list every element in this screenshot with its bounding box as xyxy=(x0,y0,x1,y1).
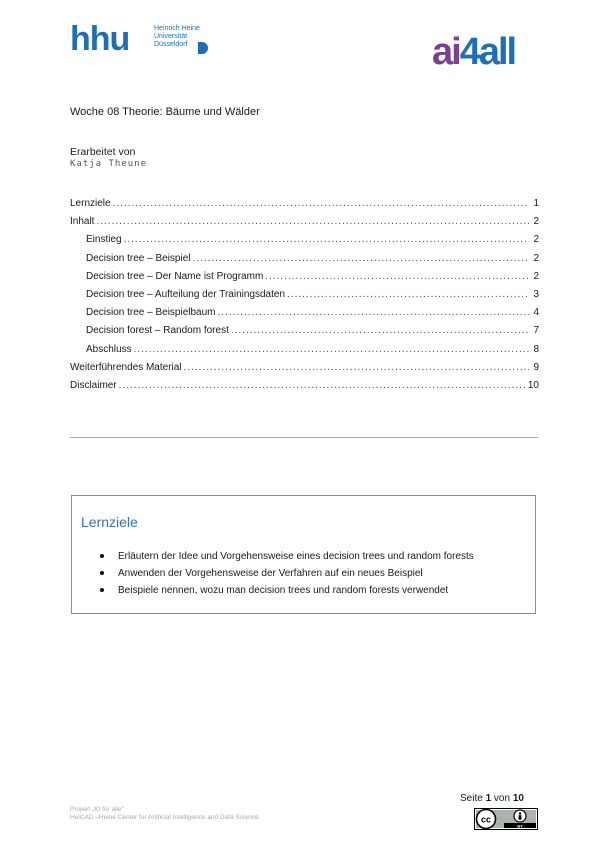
toc-entry-label: Abschluss xyxy=(86,343,132,355)
footer-center-line: HeiCAD –Heine Center for Artificial Intelligence and Data Science xyxy=(70,814,259,821)
toc-entry[interactable] xyxy=(70,231,539,249)
toc-entry-page: 2 xyxy=(533,216,539,228)
page-number: Seite 1 von 10 xyxy=(460,793,524,804)
hhu-logo-text: Heinrich Heine Universität Düsseldorf xyxy=(154,25,200,48)
toc-leader-dots xyxy=(265,268,529,286)
toc-entry-label: Decision tree – Beispiel xyxy=(86,252,191,264)
toc-entry-page: 1 xyxy=(533,198,539,209)
toc-entry-page: 3 xyxy=(533,288,539,300)
hhu-logo-word: hhu xyxy=(70,20,130,58)
footer-project-line: Projekt „KI für alle“ xyxy=(70,806,124,813)
toc-entry[interactable] xyxy=(70,213,539,231)
list-item: Beispiele nennen, wozu man decision trees und random forests verwendet xyxy=(100,582,474,599)
toc-entry-label: Decision tree – Beispielbaum xyxy=(86,307,216,319)
toc-entry-label: Decision tree – Der Name ist Programm xyxy=(86,270,264,282)
toc-entry-label: Decision forest – Random forest xyxy=(86,325,229,337)
toc-entry[interactable] xyxy=(70,250,539,268)
toc-entry[interactable] xyxy=(70,286,539,304)
toc-entry-label: Inhalt xyxy=(70,216,95,228)
author-name: Katja Theune xyxy=(70,159,148,169)
hhu-logo xyxy=(70,22,210,56)
horizontal-divider xyxy=(70,437,538,438)
document-title: Woche 08 Theorie: Bäume und Wälder xyxy=(70,106,260,118)
toc-entry-page: 8 xyxy=(533,343,539,355)
toc-entry-page: 7 xyxy=(533,325,539,337)
toc-entry-page: 2 xyxy=(533,252,539,264)
table-of-contents xyxy=(70,195,539,395)
footer-project-info xyxy=(70,806,259,822)
toc-leader-dots xyxy=(231,322,529,340)
toc-entry[interactable] xyxy=(70,377,539,395)
toc-entry-page: 2 xyxy=(533,270,539,282)
learning-goals-list xyxy=(100,548,474,599)
toc-entry[interactable] xyxy=(70,341,539,359)
svg-text:cc: cc xyxy=(480,814,492,825)
toc-entry-page: 2 xyxy=(533,234,539,246)
toc-entry[interactable] xyxy=(70,195,539,213)
toc-leader-dots xyxy=(96,213,529,231)
ai4all-logo xyxy=(432,30,542,70)
toc-entry-label: Weiterführendes Material xyxy=(70,361,182,373)
toc-entry-page: 4 xyxy=(533,307,539,319)
cc-by-license-icon xyxy=(474,808,538,830)
ai4all-logo-text: ai4all xyxy=(432,31,516,70)
toc-leader-dots xyxy=(193,250,530,268)
list-item: Erläutern der Idee und Vorgehensweise eines decision trees und random forests xyxy=(100,548,474,565)
hhu-logo-mark xyxy=(198,42,208,54)
toc-leader-dots xyxy=(119,377,526,395)
toc-leader-dots xyxy=(184,359,529,377)
toc-entry[interactable] xyxy=(70,359,539,377)
toc-entry-label: Lernziele xyxy=(70,198,111,209)
toc-leader-dots xyxy=(113,195,529,213)
toc-leader-dots xyxy=(124,231,529,249)
toc-leader-dots xyxy=(287,286,529,304)
svg-text:BY: BY xyxy=(517,823,523,829)
toc-leader-dots xyxy=(218,304,529,322)
toc-leader-dots xyxy=(134,341,529,359)
svg-text:ai4all: ai4all xyxy=(432,30,435,31)
toc-entry[interactable] xyxy=(70,304,539,322)
learning-goals-box xyxy=(71,495,536,614)
toc-entry-label: Decision tree – Aufteilung der Trainingsdaten xyxy=(86,288,286,300)
list-item: Anwenden der Vorgehensweise der Verfahren auf ein neues Beispiel xyxy=(100,565,474,582)
toc-entry[interactable] xyxy=(70,268,539,286)
toc-entry[interactable] xyxy=(70,322,539,340)
learning-goals-heading: Lernziele xyxy=(81,514,138,530)
toc-entry-page: 9 xyxy=(533,361,539,373)
toc-entry-page: 10 xyxy=(527,379,539,391)
toc-entry-label: Disclaimer xyxy=(70,379,117,391)
author-label: Erarbeitet von xyxy=(70,146,136,158)
toc-entry-label: Einstieg xyxy=(86,234,122,246)
